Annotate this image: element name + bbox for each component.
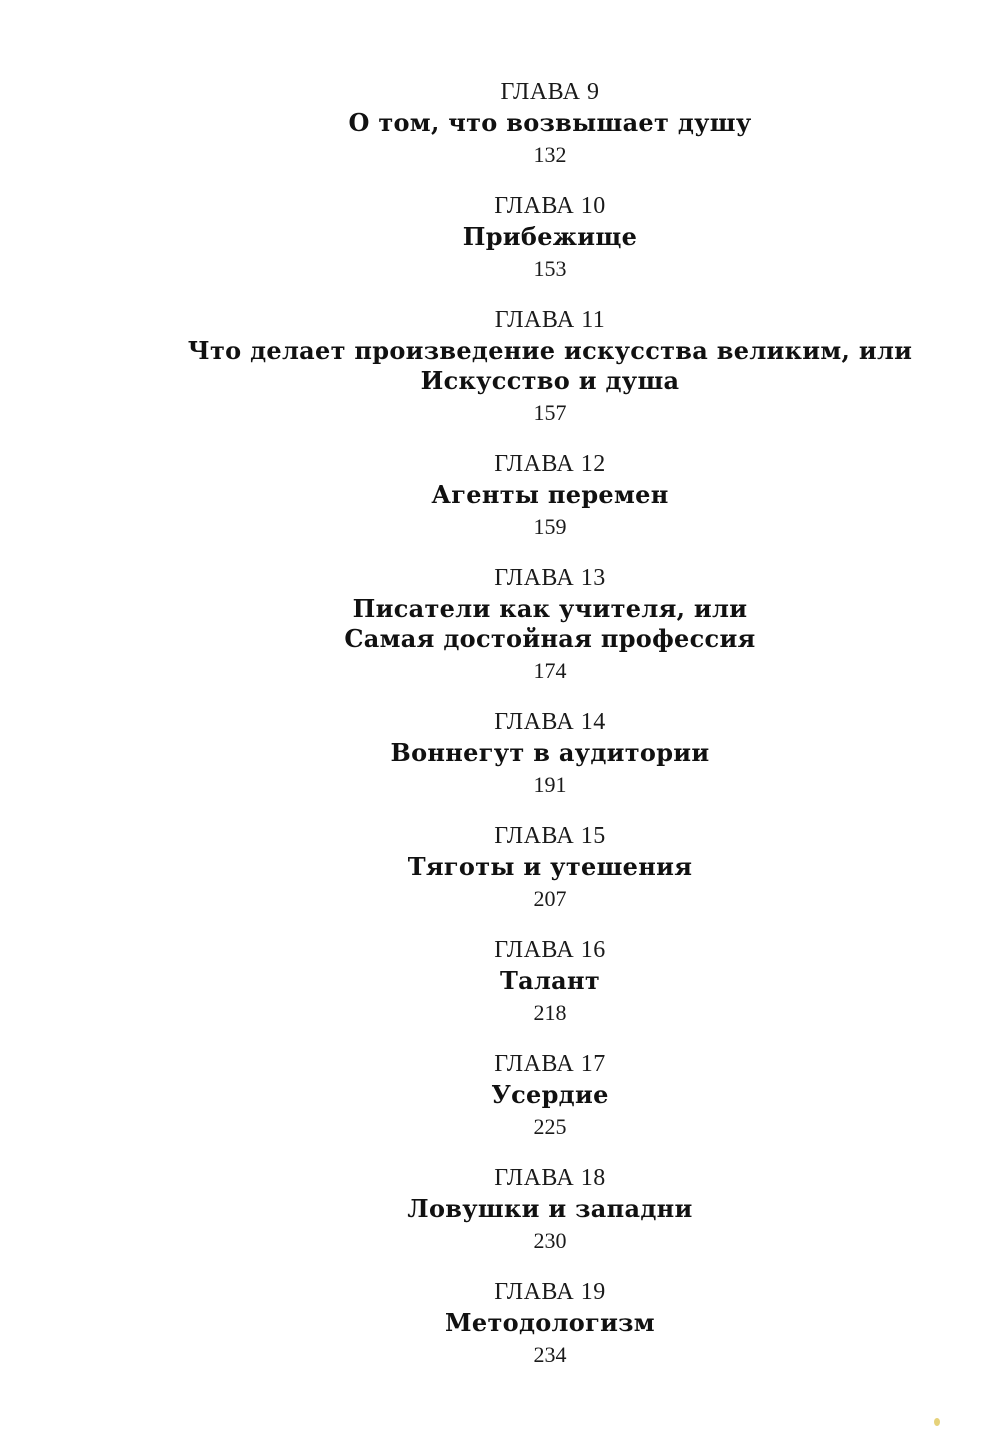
chapter-title-line: Что делает произведение искусства великим, или: [187, 336, 913, 365]
chapter-label: ГЛАВА 15: [494, 823, 606, 849]
chapter-title-line: Писатели как учителя, или: [352, 594, 748, 623]
chapter-page-number: 230: [533, 1228, 567, 1253]
chapter-title: [100, 480, 1000, 510]
toc-entry: [100, 934, 1000, 1030]
chapter-title-line: Воннегут в аудитории: [390, 738, 710, 767]
chapter-label: ГЛАВА 18: [494, 1165, 606, 1191]
toc-entry: [100, 1048, 1000, 1144]
chapter-page-number: 234: [533, 1342, 567, 1367]
toc-entry: [100, 190, 1000, 286]
chapter-page-number: 207: [533, 886, 567, 911]
chapter-page-number: 191: [533, 772, 567, 797]
chapter-page-number: 225: [533, 1114, 567, 1139]
chapter-page-number: 159: [533, 514, 567, 539]
chapter-title-line: Ловушки и западни: [407, 1194, 693, 1223]
chapter-title-line: Самая достойная профессия: [344, 624, 756, 653]
toc-entry: [100, 448, 1000, 544]
chapter-title-line: Усердие: [491, 1080, 609, 1109]
chapter-page-number: 174: [533, 658, 567, 683]
chapter-label: ГЛАВА 17: [494, 1051, 606, 1077]
toc-entry: [100, 1276, 1000, 1372]
chapter-page-number: 153: [533, 256, 567, 281]
chapter-title-line: Талант: [499, 966, 601, 995]
toc-entry: [100, 1162, 1000, 1258]
chapter-title-line: Искусство и душа: [420, 366, 680, 395]
chapter-title: [100, 738, 1000, 768]
toc-entry: [100, 76, 1000, 172]
toc-entry: [100, 820, 1000, 916]
chapter-label: ГЛАВА 12: [494, 451, 606, 477]
toc-entry: [100, 562, 1000, 688]
chapter-title-line: Методологизм: [445, 1308, 655, 1337]
chapter-title-line: Агенты перемен: [431, 480, 669, 509]
chapter-title: [100, 1308, 1000, 1338]
chapter-title: [100, 336, 1000, 396]
chapter-label: ГЛАВА 19: [494, 1279, 606, 1305]
chapter-title: [100, 222, 1000, 252]
chapter-title-line: О том, что возвышает душу: [348, 108, 752, 137]
table-of-contents: [100, 76, 1000, 1390]
chapter-label: ГЛАВА 14: [494, 709, 606, 735]
chapter-title: [100, 966, 1000, 996]
chapter-title: [100, 594, 1000, 654]
chapter-title: [100, 1080, 1000, 1110]
chapter-label: ГЛАВА 10: [494, 193, 606, 219]
chapter-page-number: 218: [533, 1000, 567, 1025]
toc-entry: [100, 706, 1000, 802]
chapter-title: [100, 108, 1000, 138]
chapter-title-line: Прибежище: [462, 222, 638, 251]
chapter-label: ГЛАВА 11: [494, 307, 606, 333]
paper-speck: [934, 1418, 940, 1426]
chapter-title: [100, 852, 1000, 882]
chapter-page-number: 132: [533, 142, 567, 167]
chapter-label: ГЛАВА 16: [494, 937, 606, 963]
toc-entry: [100, 304, 1000, 430]
chapter-page-number: 157: [533, 400, 567, 425]
chapter-title-line: Тяготы и утешения: [407, 852, 693, 881]
chapter-label: ГЛАВА 9: [500, 79, 600, 105]
chapter-title: [100, 1194, 1000, 1224]
chapter-label: ГЛАВА 13: [494, 565, 606, 591]
